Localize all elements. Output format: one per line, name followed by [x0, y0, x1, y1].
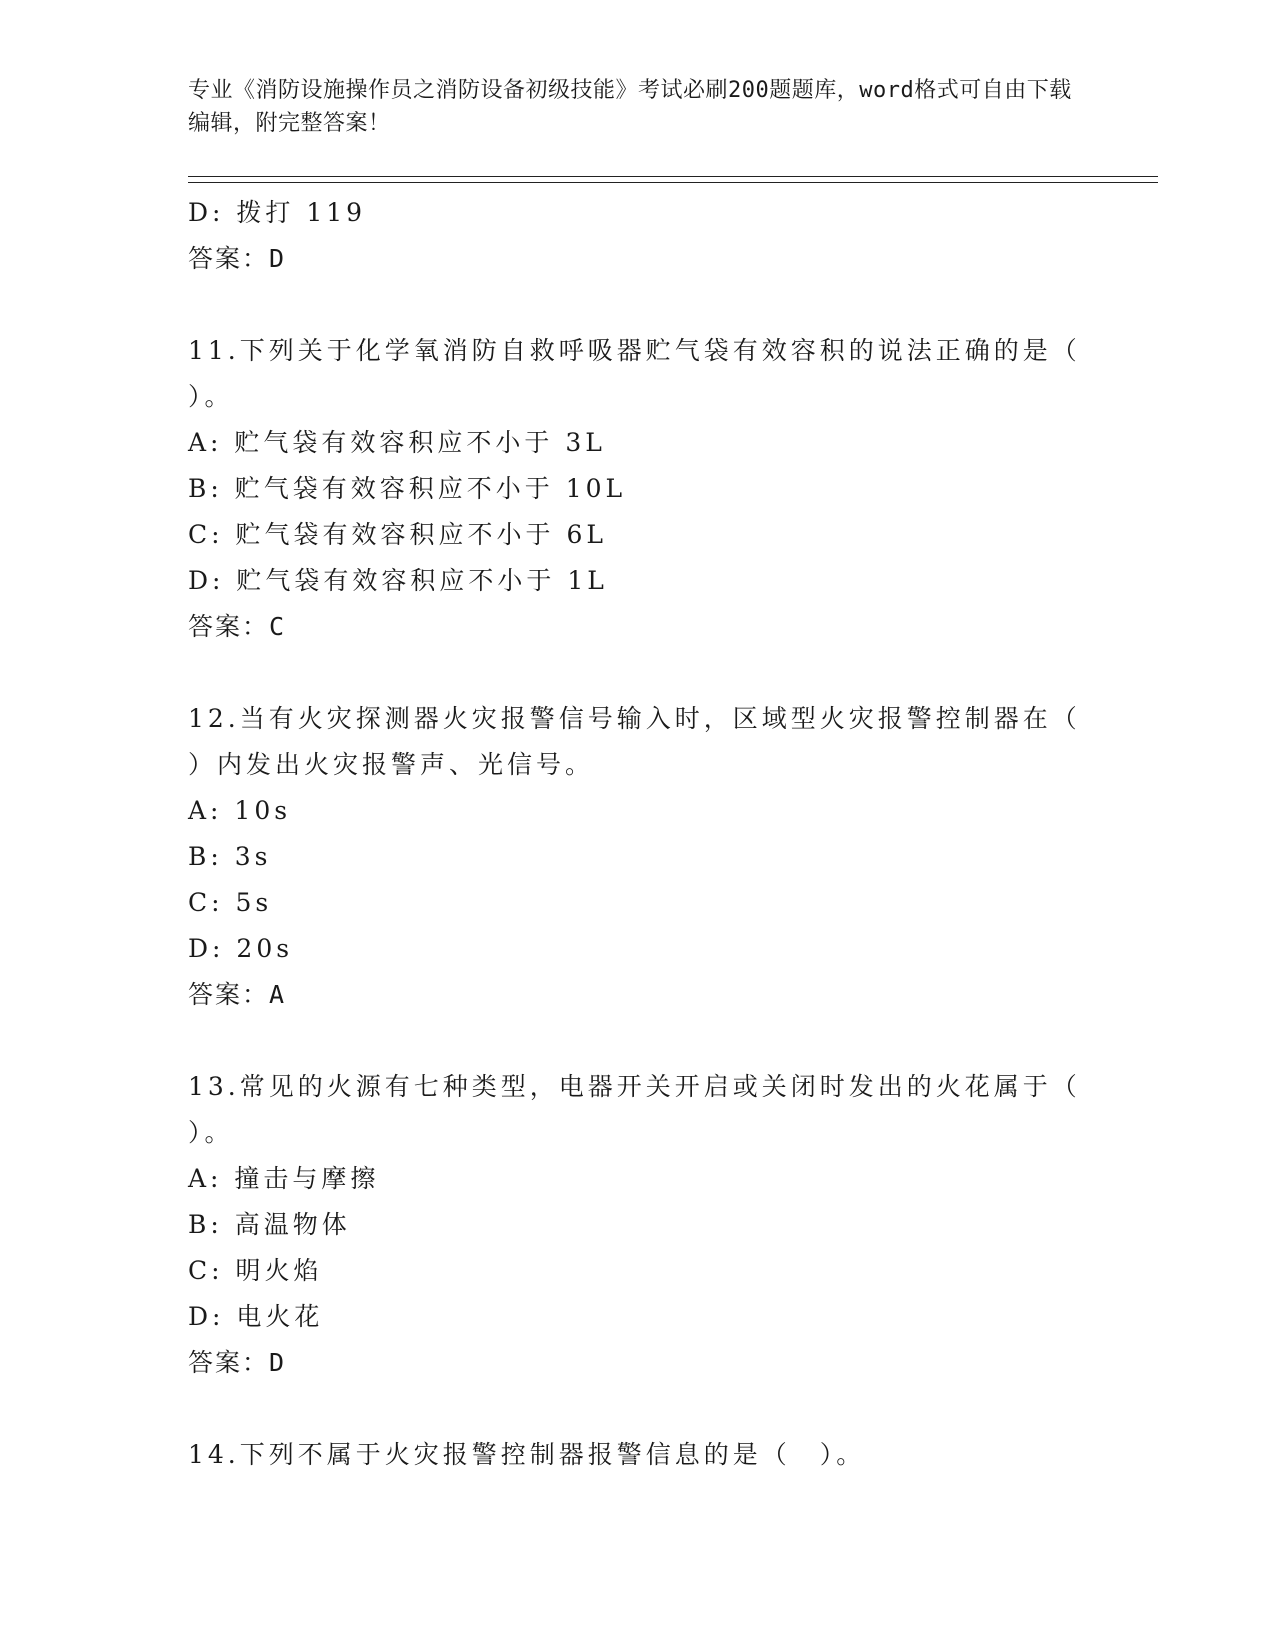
- answer-line: 答案：A: [188, 980, 287, 1009]
- option-b: B: 3s: [188, 842, 272, 871]
- question-10-tail: [188, 190, 1078, 282]
- option-b: B: 贮气袋有效容积应不小于 10L: [188, 474, 627, 503]
- answer-line: 答案：D: [188, 1348, 287, 1377]
- header-rule-bottom: [188, 182, 1158, 183]
- header-rule-top: [188, 176, 1158, 177]
- option-d: D: 电火花: [188, 1302, 324, 1331]
- question-stem: 14.下列不属于火灾报警控制器报警信息的是（ ）。: [188, 1440, 866, 1469]
- option-c: C: 贮气袋有效容积应不小于 6L: [188, 520, 607, 549]
- question-stem: 11.下列关于化学氧消防自救呼吸器贮气袋有效容积的说法正确的是（: [188, 336, 1081, 365]
- question-13: [188, 1064, 1081, 1386]
- question-stem-continued: ）内发出火灾报警声、光信号。: [188, 750, 595, 779]
- question-12: [188, 696, 1081, 1018]
- option-c: C: 明火焰: [188, 1256, 323, 1285]
- question-stem: 13.常见的火源有七种类型，电器开关开启或关闭时发出的火花属于（: [188, 1072, 1081, 1101]
- option-a: A: 10s: [188, 796, 292, 825]
- option-d: D: 拨打 119: [188, 198, 367, 227]
- option-a: A: 贮气袋有效容积应不小于 3L: [188, 428, 606, 457]
- question-14: [188, 1432, 1078, 1478]
- question-11: [188, 328, 1081, 650]
- question-stem-continued: ）。: [188, 382, 234, 411]
- document-body: [188, 190, 1081, 1478]
- question-stem-continued: ）。: [188, 1118, 234, 1147]
- answer-line: 答案：D: [188, 244, 287, 273]
- answer-line: 答案：C: [188, 612, 287, 641]
- option-d: D: 20s: [188, 934, 294, 963]
- option-d: D: 贮气袋有效容积应不小于 1L: [188, 566, 608, 595]
- option-b: B: 高温物体: [188, 1210, 351, 1239]
- option-a: A: 撞击与摩擦: [188, 1164, 380, 1193]
- option-c: C: 5s: [188, 888, 273, 917]
- question-stem: 12.当有火灾探测器火灾报警信号输入时，区域型火灾报警控制器在（: [188, 704, 1081, 733]
- document-header: 专业《消防设施操作员之消防设备初级技能》考试必刷200题题库，word格式可自由下载编辑，附完整答案！: [188, 78, 1072, 136]
